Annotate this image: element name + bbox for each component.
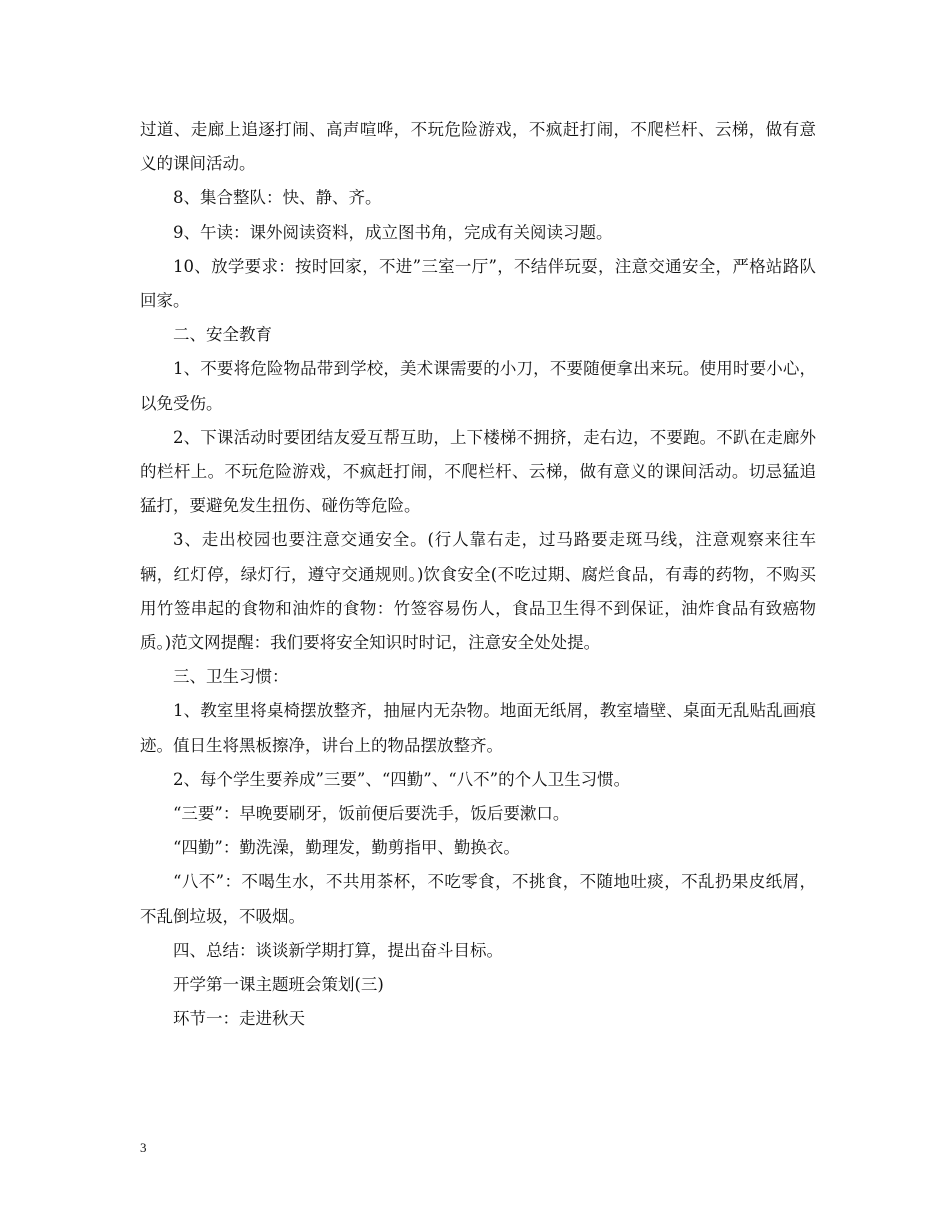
paragraph-dismissal: 10、放学要求：按时回家，不进”三室一厅”，不结伴玩耍，注意交通安全，严格站路队回家。 (140, 256, 816, 311)
section-heading-summary: 四、总结：谈谈新学期打算，提出奋斗目标。 (173, 940, 503, 960)
paragraph-three-musts: “三要”：早晚要刷牙，饭前便后要洗手，饭后要漱口。 (173, 804, 570, 824)
plan-step-one: 环节一：走进秋天 (173, 1009, 305, 1029)
paragraph-hygiene-2: 2、每个学生要养成”三要”、“四勤”、“八不”的个人卫生习惯。 (173, 769, 631, 789)
page-number: 3 (140, 1140, 147, 1155)
section-heading-hygiene: 三、卫生习惯： (173, 667, 289, 687)
paragraph-safety-2: 2、下课活动时要团结友爱互帮互助，上下楼梯不拥挤，走右边，不要跑。不趴在走廊外的栏杆上。不玩危险游戏，不疯赶打闹，不爬栏杆、云梯，做有意义的课间活动。切忌猛追猛打，要避免发生扭伤、碰伤等危险。 (140, 427, 816, 516)
paragraph-assembly: 8、集合整队：快、静、齐。 (173, 188, 382, 208)
paragraph-hallway-rules: 过道、走廊上追逐打闹、高声喧哗，不玩危险游戏，不疯赶打闹，不爬栏杆、云梯，做有意义的课间活动。 (140, 120, 816, 174)
paragraph-safety-3: 3、走出校园也要注意交通安全。(行人靠右走，过马路要走斑马线，注意观察来往车辆，红灯停，绿灯行，遵守交通规则。)饮食安全(不吃过期、腐烂食品，有毒的药物，不购买用竹签串起的食物和油炸的食物：竹签容易伤人，食品卫生得不到保证，油炸食品有致癌物质。)范文网提醒：我们要将安全知识时时记，注意安全处处提。 (140, 530, 816, 653)
section-heading-safety: 二、安全教育 (173, 325, 272, 345)
plan-title: 开学第一课主题班会策划(三) (173, 975, 384, 995)
paragraph-four-diligences: “四勤”：勤洗澡，勤理发，勤剪指甲、勤换衣。 (173, 838, 520, 858)
document-body (140, 113, 816, 1036)
paragraph-noon-reading: 9、午读：课外阅读资料，成立图书角，完成有关阅读习题。 (173, 222, 613, 242)
paragraph-eight-donts: “八不”：不喝生水，不共用茶杯，不吃零食，不挑食，不随地吐痰，不乱扔果皮纸屑，不乱倒垃圾，不吸烟。 (140, 872, 816, 926)
paragraph-safety-1: 1、不要将危险物品带到学校，美术课需要的小刀，不要随便拿出来玩。使用时要小心，以免受伤。 (140, 359, 816, 413)
paragraph-hygiene-1: 1、教室里将桌椅摆放整齐，抽屉内无杂物。地面无纸屑，教室墙壁、桌面无乱贴乱画痕迹。值日生将黑板擦净，讲台上的物品摆放整齐。 (140, 701, 816, 755)
